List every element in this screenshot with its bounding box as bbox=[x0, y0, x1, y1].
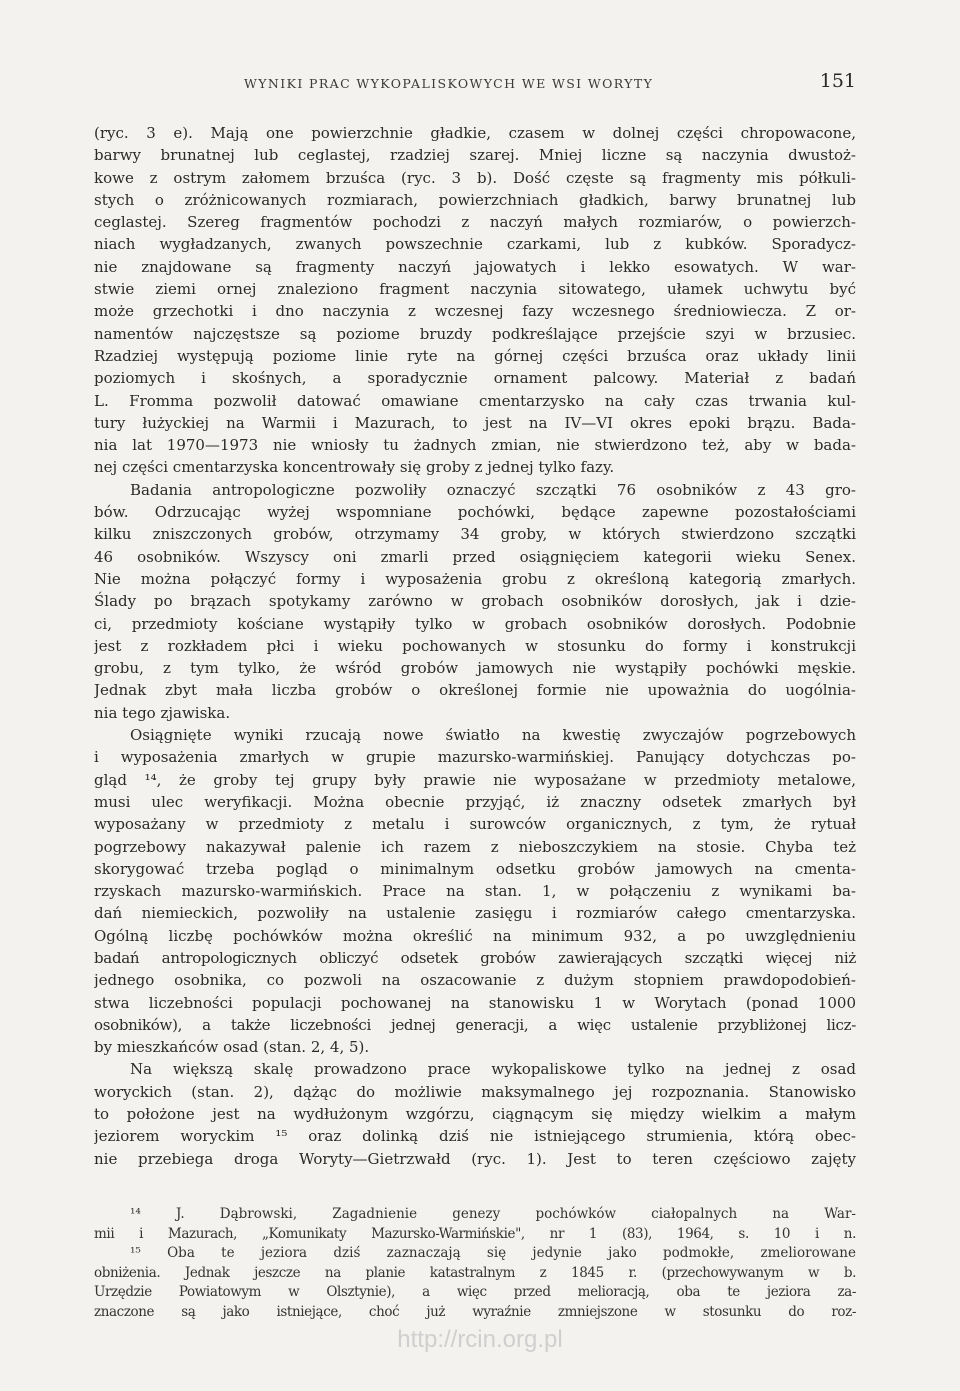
text-line: Rzadziej występują poziome linie ryte na górnej części brzuśca oraz układy linii bbox=[94, 346, 856, 365]
text-line: kilku zniszczonych grobów, otrzymamy 34 groby, w których stwierdzono szczątki bbox=[94, 525, 856, 544]
text-line: ceglastej. Szereg fragmentów pochodzi z naczyń małych rozmiarów, o powierzch- bbox=[94, 213, 856, 232]
text-line: 46 osobników. Wszyscy oni zmarli przed osiągnięciem kategorii wieku Senex. bbox=[94, 547, 856, 566]
footnotes bbox=[94, 1205, 856, 1323]
text-line: Ogólną liczbę pochówków można określić na minimum 932, a po uwzględnieniu bbox=[94, 926, 856, 945]
text-line: nie znajdowane są fragmenty naczyń jajowatych i lekko esowatych. W war- bbox=[94, 257, 856, 276]
footnote-line: obniżenia. Jednak jeszcze na planie katastralnym z 1845 r. (przechowywanym w b. bbox=[94, 1264, 856, 1281]
text-line: stwa liczebności populacji pochowanej na stanowisku 1 w Worytach (ponad 1000 bbox=[94, 993, 856, 1012]
footnote-line: Urzędzie Powiatowym w Olsztynie), a więc przed melioracją, oba te jeziora za- bbox=[94, 1284, 856, 1301]
text-line: nej części cmentarzyska koncentrowały się groby z jednej tylko fazy. bbox=[94, 458, 615, 477]
watermark-url: http://rcin.org.pl bbox=[397, 1326, 563, 1353]
text-line: nia tego zjawiska. bbox=[94, 703, 231, 722]
text-line: niach wygładzanych, zwanych powszechnie czarkami, lub z kubków. Sporadycz- bbox=[94, 235, 856, 254]
text-line: namentów najczęstsze są poziome bruzdy podkreślające przejście szyi w brzusiec. bbox=[94, 324, 856, 343]
text-line: nie przebiega droga Woryty—Gietrzwałd (ryc. 1). Jest to teren częściowo zajęty bbox=[94, 1149, 856, 1168]
text-line: ci, przedmioty kościane wystąpiły tylko w grobach osobników dorosłych. Podobnie bbox=[94, 614, 856, 633]
text-line: badań antropologicznych obliczyć odsetek grobów zawierających szczątki więcej niż bbox=[94, 948, 856, 967]
text-line: nia lat 1970—1973 nie wniosły tu żadnych zmian, nie stwierdzono też, aby w bada- bbox=[94, 436, 856, 455]
text-line: tury łużyckiej na Warmii i Mazurach, to jest na IV—VI okres epoki brązu. Bada- bbox=[94, 413, 856, 432]
text-line: L. Fromma pozwolił datować omawiane cmentarzysko na cały czas trwania kul- bbox=[94, 391, 856, 410]
text-line: Jednak zbyt mała liczba grobów o określonej formie nie upoważnia do uogólnia- bbox=[94, 681, 856, 700]
text-line: grobu, z tym tylko, że wśród grobów jamowych nie wystąpiły pochówki męskie. bbox=[94, 659, 856, 678]
paragraph-start: Osiągnięte wyniki rzucają nowe światło na kwestię zwyczajów pogrzebowych bbox=[130, 726, 856, 745]
text-line: Nie można połączyć formy i wyposażenia grobu z określoną kategorią zmarłych. bbox=[94, 569, 856, 588]
running-title: WYNIKI PRAC WYKOPALISKOWYCH WE WSI WORYTY bbox=[244, 76, 654, 91]
footnote-14: ¹⁴ J. Dąbrowski, Zagadnienie genezy pochówków ciałopalnych na War- bbox=[130, 1206, 856, 1222]
text-line: rzyskach mazursko-warmińskich. Prace na stan. 1, w połączeniu z wynikami ba- bbox=[94, 882, 856, 901]
page-number: 151 bbox=[819, 70, 856, 92]
page-header bbox=[94, 70, 856, 98]
text-line: może grzechotki i dno naczynia z wczesnej fazy wczesnego średniowiecza. Z or- bbox=[94, 302, 856, 321]
text-line: musi ulec weryfikacji. Można obecnie przyjąć, iż znaczny odsetek zmarłych był bbox=[94, 792, 856, 811]
text-line: wyposażany w przedmioty z metalu i surowców organicznych, z tym, że rytuał bbox=[94, 815, 856, 834]
footnote-15: ¹⁵ Oba te jeziora dziś zaznaczają się jedynie jako podmokłe, zmeliorowane bbox=[130, 1245, 856, 1262]
text-line: osobników), a także liczebności jednej generacji, a więc ustalenie przybliżonej licz- bbox=[94, 1015, 856, 1034]
text-line: gląd ¹⁴, że groby tej grupy były prawie nie wyposażane w przedmioty metalowe, bbox=[94, 770, 856, 789]
body-text bbox=[94, 122, 856, 1170]
text-line: skorygować trzeba pogląd o minimalnym odsetku grobów jamowych na cmenta- bbox=[94, 859, 856, 878]
text-line: barwy brunatnej lub ceglastej, rzadziej szarej. Mniej liczne są naczynia dwustoż- bbox=[94, 146, 856, 165]
text-line: kowe z ostrym załomem brzuśca (ryc. 3 b). Dość częste są fragmenty mis półkuli- bbox=[94, 168, 856, 187]
text-line: woryckich (stan. 2), dążąc do możliwie maksymalnego jej rozpoznania. Stanowisko bbox=[94, 1082, 856, 1101]
footnote-line: znaczone są jako istniejące, choć już wyraźnie zmniejszone w stosunku do roz- bbox=[94, 1303, 856, 1320]
footnote-line: mii i Mazurach, „Komunikaty Mazursko-Warmińskie", nr 1 (83), 1964, s. 10 i n. bbox=[94, 1225, 856, 1242]
text-line: stych o zróżnicowanych rozmiarach, powierzchniach gładkich, barwy brunatnej lub bbox=[94, 190, 856, 209]
text-line: Ślady po brązach spotykamy zarówno w grobach osobników dorosłych, jak i dzie- bbox=[94, 592, 856, 611]
text-line: stwie ziemi ornej znaleziono fragment naczynia sitowatego, ułamek uchwytu być bbox=[94, 280, 856, 299]
paragraph-start: Badania antropologiczne pozwoliły oznaczyć szczątki 76 osobników z 43 gro- bbox=[130, 480, 856, 499]
text-line: bów. Odrzucając wyżej wspomniane pochówki, będące zapewne pozostałościami bbox=[94, 503, 856, 522]
text-line: by mieszkańców osad (stan. 2, 4, 5). bbox=[94, 1038, 370, 1057]
text-line: i wyposażenia zmarłych w grupie mazursko-warmińskiej. Panujący dotychczas po- bbox=[94, 748, 856, 767]
text-line: jeziorem woryckim ¹⁵ oraz dolinką dziś nie istniejącego strumienia, którą obec- bbox=[94, 1127, 856, 1146]
text-line: poziomych i skośnych, a sporadycznie ornament palcowy. Materiał z badań bbox=[94, 369, 856, 388]
text-line: jednego osobnika, co pozwoli na oszacowanie z dużym stopniem prawdopodobień- bbox=[94, 971, 856, 990]
text-line: dań niemieckich, pozwoliły na ustalenie zasięgu i rozmiarów całego cmentarzyska. bbox=[94, 904, 856, 923]
text-line: to położone jest na wydłużonym wzgórzu, ciągnącym się między wielkim a małym bbox=[94, 1105, 856, 1124]
text-line: (ryc. 3 e). Mają one powierzchnie gładkie, czasem w dolnej części chropowacone, bbox=[94, 124, 856, 142]
paragraph-start: Na większą skalę prowadzono prace wykopaliskowe tylko na jednej z osad bbox=[130, 1060, 856, 1079]
text-line: jest z rozkładem płci i wieku pochowanych w stosunku do formy i konstrukcji bbox=[94, 636, 856, 655]
text-line: pogrzebowy nakazywał palenie ich razem z nieboszczykiem na stosie. Chyba też bbox=[94, 837, 856, 856]
